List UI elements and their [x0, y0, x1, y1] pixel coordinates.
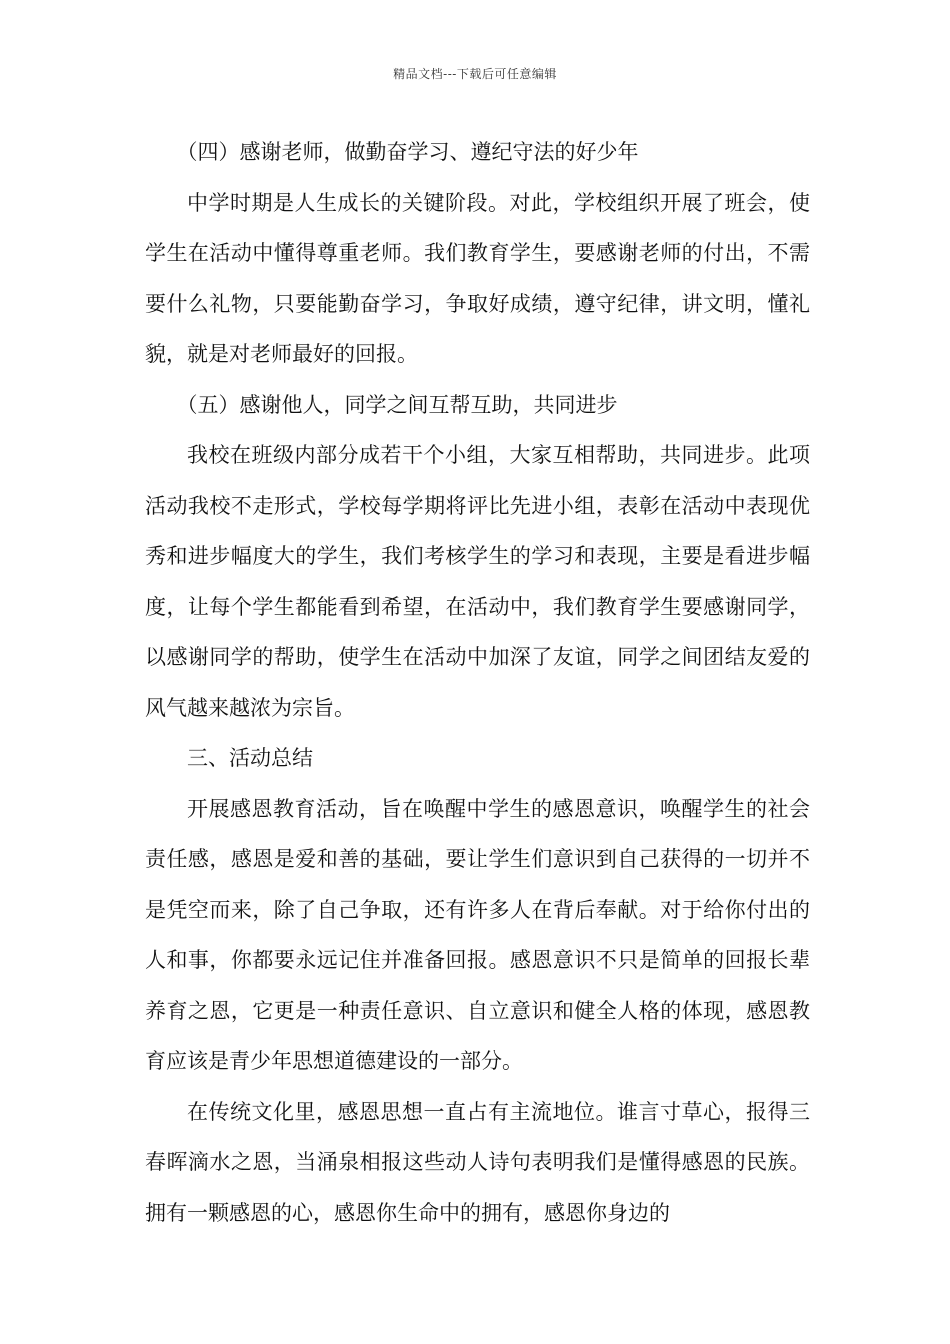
paragraph-summary: 开展感恩教育活动，旨在唤醒中学生的感恩意识，唤醒学生的社会责任感，感恩是爱和善的基础，要让学生们意识到自己获得的一切并不是凭空而来，除了自己争取，还有许多人在背后奉献。对于给你付出的人和事，你都要永远记住并准备回报。感恩意识不只是简单的回报长辈养育之恩，它更是一种责任意识、自立意识和健全人格的体现，感恩教育应该是青少年思想道德建设的一部分。 [145, 796, 810, 1073]
section-heading-summary: 三、活动总结 [187, 746, 313, 770]
paragraph-tradition: 在传统文化里，感恩思想一直占有主流地位。谁言寸草心，报得三春晖滴水之恩，当涌泉相报这些动人诗句表明我们是懂得感恩的民族。拥有一颗感恩的心，感恩你生命中的拥有，感恩你身边的 [145, 1099, 810, 1225]
section-heading-4: （四）感谢老师，做勤奋学习、遵纪守法的好少年 [176, 140, 639, 164]
section-heading-5: （五）感谢他人，同学之间互帮互助，共同进步 [176, 392, 618, 417]
page-header: 精品文档---下载后可任意编辑 [393, 67, 557, 81]
paragraph-thank-others: 我校在班级内部分成若干个小组，大家互相帮助，共同进步。此项活动我校不走形式，学校每学期将评比先进小组，表彰在活动中表现优秀和进步幅度大的学生，我们考核学生的学习和表现，主要是看进步幅度，让每个学生都能看到希望，在活动中，我们教育学生要感谢同学，以感谢同学的帮助，使学生在活动中加深了友谊，同学之间团结友爱的风气越来越浓为宗旨。 [145, 443, 810, 720]
paragraph-thank-teachers: 中学时期是人生成长的关键阶段。对此，学校组织开展了班会，使学生在活动中懂得尊重老师。我们教育学生，要感谢老师的付出，不需要什么礼物，只要能勤奋学习，争取好成绩，遵守纪律，讲文明，懂礼貌，就是对老师最好的回报。 [145, 190, 810, 366]
document-body [145, 127, 810, 1238]
